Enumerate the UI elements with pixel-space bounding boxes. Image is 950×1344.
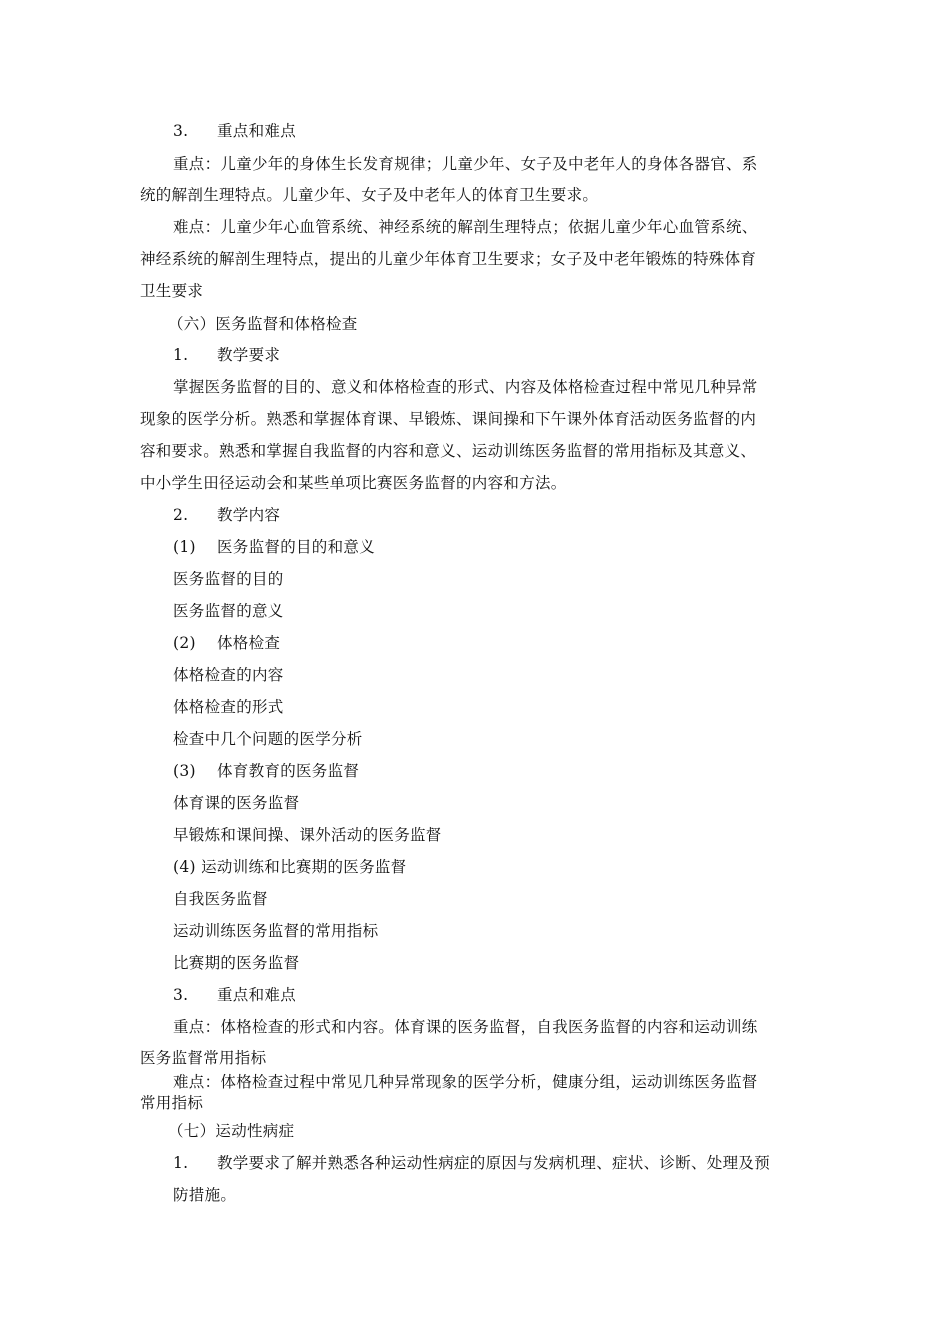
paragraph-line: 中小学生田径运动会和某些单项比赛医务监督的内容和方法。 xyxy=(140,474,567,492)
paragraph-line: 统的解剖生理特点。儿童少年、女子及中老年人的体育卫生要求。 xyxy=(140,186,599,204)
paragraph-line: 防措施。 xyxy=(173,1186,237,1204)
section-heading: 2. 教学内容 xyxy=(173,506,281,524)
paragraph-line: 掌握医务监督的目的、意义和体格检查的形式、内容及体格检查过程中常见几种异常 xyxy=(173,378,758,396)
list-item: 体格检查的内容 xyxy=(173,666,284,684)
list-item: 医务监督的意义 xyxy=(173,602,284,620)
subsection-heading: (1) 医务监督的目的和意义 xyxy=(173,538,376,556)
list-item: 运动训练医务监督的常用指标 xyxy=(173,922,379,940)
list-item: 体格检查的形式 xyxy=(173,698,284,716)
section-title: （七）运动性病症 xyxy=(168,1122,295,1140)
paragraph-line: 重点：体格检查的形式和内容。体育课的医务监督，自我医务监督的内容和运动训练 xyxy=(173,1018,758,1036)
section-title: （六）医务监督和体格检查 xyxy=(168,315,358,333)
paragraph-line: 卫生要求 xyxy=(140,282,204,300)
section-heading: 3. 重点和难点 xyxy=(173,122,297,140)
paragraph-line: 容和要求。熟悉和掌握自我监督的内容和意义、运动训练医务监督的常用指标及其意义、 xyxy=(140,442,757,460)
section-heading: 1. 教学要求了解并熟悉各种运动性病症的原因与发病机理、症状、诊断、处理及预 xyxy=(173,1154,771,1172)
paragraph-line: 医务监督常用指标 xyxy=(140,1049,267,1067)
list-item: 医务监督的目的 xyxy=(173,570,284,588)
section-heading: 1. 教学要求 xyxy=(173,346,281,364)
list-item: 比赛期的医务监督 xyxy=(173,954,300,972)
paragraph-line: 难点：体格检查过程中常见几种异常现象的医学分析，健康分组，运动训练医务监督 xyxy=(173,1073,758,1091)
paragraph-line: 难点：儿童少年心血管系统、神经系统的解剖生理特点；依据儿童少年心血管系统、 xyxy=(173,218,758,236)
list-item: 体育课的医务监督 xyxy=(173,794,300,812)
section-heading: 3. 重点和难点 xyxy=(173,986,297,1004)
subsection-heading: (2) 体格检查 xyxy=(173,634,281,652)
paragraph-line: 神经系统的解剖生理特点，提出的儿童少年体育卫生要求；女子及中老年锻炼的特殊体育 xyxy=(140,250,757,268)
paragraph-line: 常用指标 xyxy=(140,1094,204,1112)
subsection-heading: (3) 体育教育的医务监督 xyxy=(173,762,360,780)
paragraph-line: 重点：儿童少年的身体生长发育规律；儿童少年、女子及中老年人的身体各器官、系 xyxy=(173,155,758,173)
list-item: 自我医务监督 xyxy=(173,890,268,908)
list-item: 早锻炼和课间操、课外活动的医务监督 xyxy=(173,826,442,844)
subsection-heading: (4) 运动训练和比赛期的医务监督 xyxy=(173,858,407,876)
list-item: 检查中几个问题的医学分析 xyxy=(173,730,363,748)
paragraph-line: 现象的医学分析。熟悉和掌握体育课、早锻炼、课间操和下午课外体育活动医务监督的内 xyxy=(140,410,757,428)
